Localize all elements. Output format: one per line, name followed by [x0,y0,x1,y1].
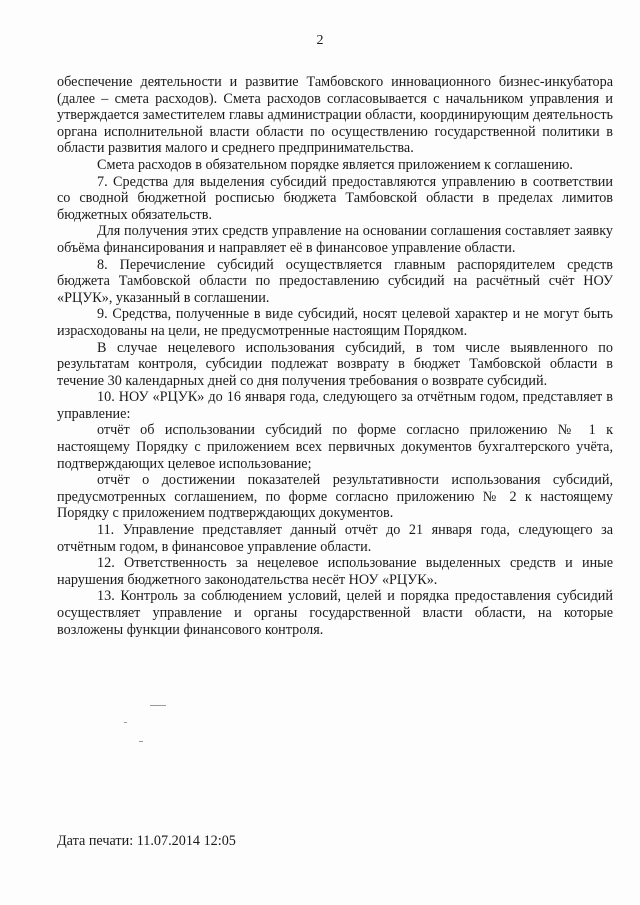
paragraph-item-8: 8. Перечисление субсидий осуществляется главным распорядителем средств бюджета Тамбовской области по предоставлению субсидий на расчётный счёт НОУ «РЦУК», указанный в соглашении. [57,256,613,306]
paragraph-report-indicators: отчёт о достижении показателей результативности использования субсидий, предусмотренных соглашением, по форме согласно приложению № 2 к настоящему Порядку с приложением подтверждающих документов. [57,472,613,522]
scan-speck [150,705,166,706]
paragraph-intro: обеспечение деятельности и развитие Тамбовского инновационного бизнес-инкубатора (далее – смета расходов). Смета расходов согласовывается с начальником управления и утверждается заместителем главы администрации области, координирующим деятельность органа исполнительной власти области по осуществлению государственной политики в области развития малого и среднего предпринимательства. [57,74,613,157]
paragraph-estimate-appendix: Смета расходов в обязательном порядке является приложением к соглашению. [97,156,573,173]
scan-speck [139,741,143,742]
paragraph-item-9: 9. Средства, полученные в виде субсидий, носят целевой характер и не могут быть израсходованы на цели, не предусмотренные настоящим Порядком. [57,306,613,339]
paragraph-report-usage: отчёт об использовании субсидий по форме согласно приложению № 1 к настоящему Порядку с приложением всех первичных документов бухгалтерского учёта, подтверждающих целевое использование; [57,422,613,472]
document-body [57,74,613,638]
page-number: 2 [316,33,324,48]
print-date: Дата печати: 11.07.2014 12:05 [57,833,236,849]
scan-speck [124,722,127,723]
paragraph-item-7: 7. Средства для выделения субсидий предоставляются управлению в соответствии со сводной бюджетной росписью бюджета Тамбовской области в пределах лимитов бюджетных обязательств. [57,173,613,223]
paragraph-misuse-return: В случае нецелевого использования субсидий, в том числе выявленного по результатам контроля, субсидии подлежат возврату в бюджет Тамбовской области в течение 30 календарных дней со дня получения требования о возврате субсидий. [57,339,613,389]
paragraph-item-12: 12. Ответственность за нецелевое использование выделенных средств и иные нарушения бюджетного законодательства несёт НОУ «РЦУК». [57,555,613,588]
paragraph-item-13: 13. Контроль за соблюдением условий, целей и порядка предоставления субсидий осуществляет управление и органы государственной власти области, на которые возложены функции финансового контроля. [57,588,613,638]
paragraph-item-10: 10. НОУ «РЦУК» до 16 января года, следующего за отчётным годом, представляет в управление: [57,389,613,422]
paragraph-item-11: 11. Управление представляет данный отчёт до 21 января года, следующего за отчётным годом, в финансовое управление области. [57,522,613,555]
paragraph-funding-request: Для получения этих средств управление на основании соглашения составляет заявку объёма финансирования и направляет её в финансовое управление области. [57,223,613,256]
